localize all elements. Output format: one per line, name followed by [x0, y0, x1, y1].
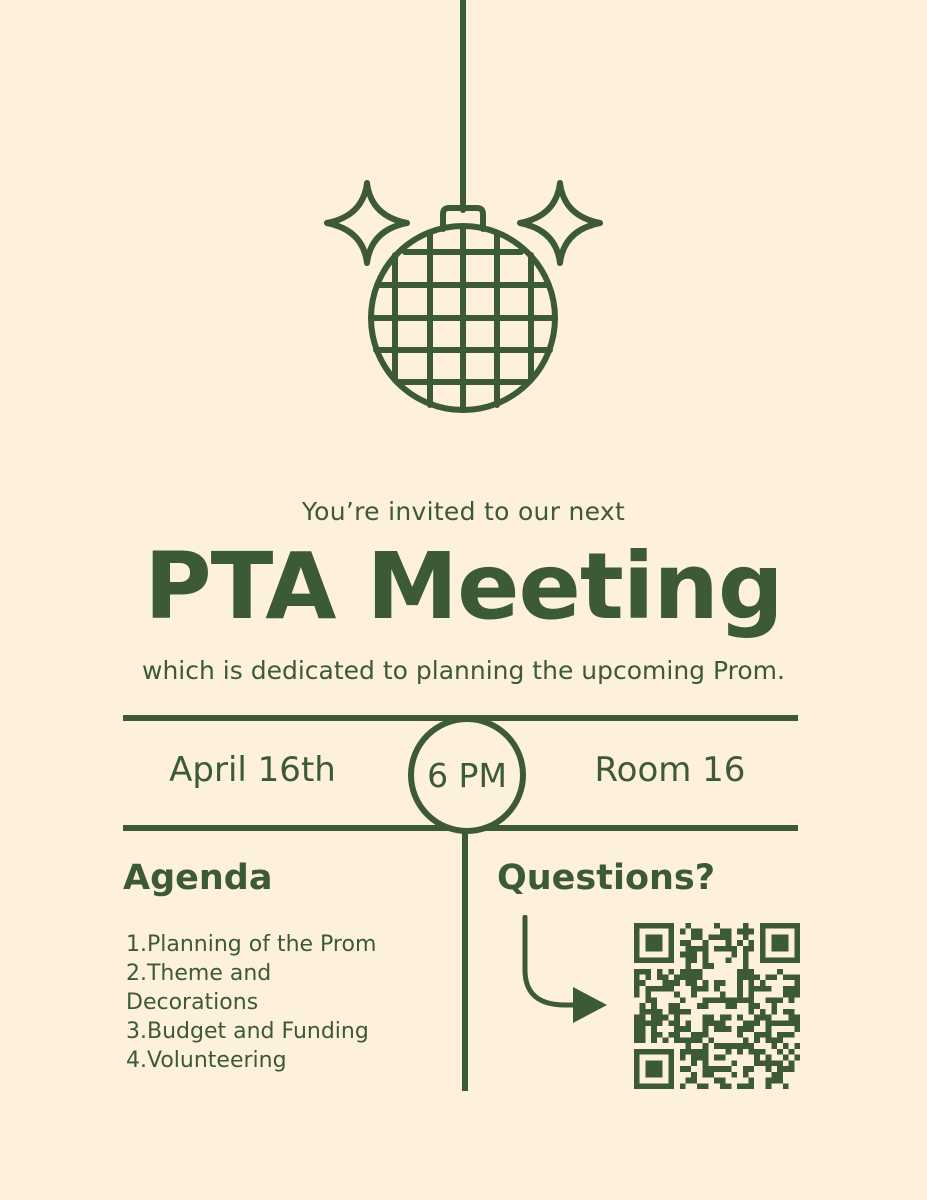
curved-arrow-icon	[515, 915, 615, 1030]
event-time: 6 PM	[427, 755, 507, 795]
agenda-item: 1.Planning of the Prom	[126, 932, 377, 957]
divider-vertical	[462, 828, 468, 1091]
agenda-list	[126, 930, 426, 1075]
invite-intro: You’re invited to our next	[301, 497, 626, 526]
sparkle-icon	[322, 178, 412, 268]
agenda-item: 2.Theme and	[126, 961, 272, 986]
sparkle-icon	[515, 178, 605, 268]
disco-ball-icon	[0, 0, 927, 420]
questions-heading: Questions?	[497, 858, 716, 898]
event-time-badge	[408, 716, 526, 834]
page-title: PTA Meeting	[144, 533, 783, 640]
agenda-item: 3.Budget and Funding	[126, 1019, 369, 1044]
invite-subtitle: which is dedicated to planning the upcoming Prom.	[142, 656, 785, 685]
event-room: Room 16	[594, 750, 746, 790]
agenda-item: 4.Volunteering	[126, 1048, 287, 1073]
agenda-item: Decorations	[126, 990, 259, 1015]
qr-code[interactable]	[634, 923, 800, 1089]
event-date: April 16th	[169, 750, 336, 790]
agenda-heading: Agenda	[123, 858, 273, 898]
